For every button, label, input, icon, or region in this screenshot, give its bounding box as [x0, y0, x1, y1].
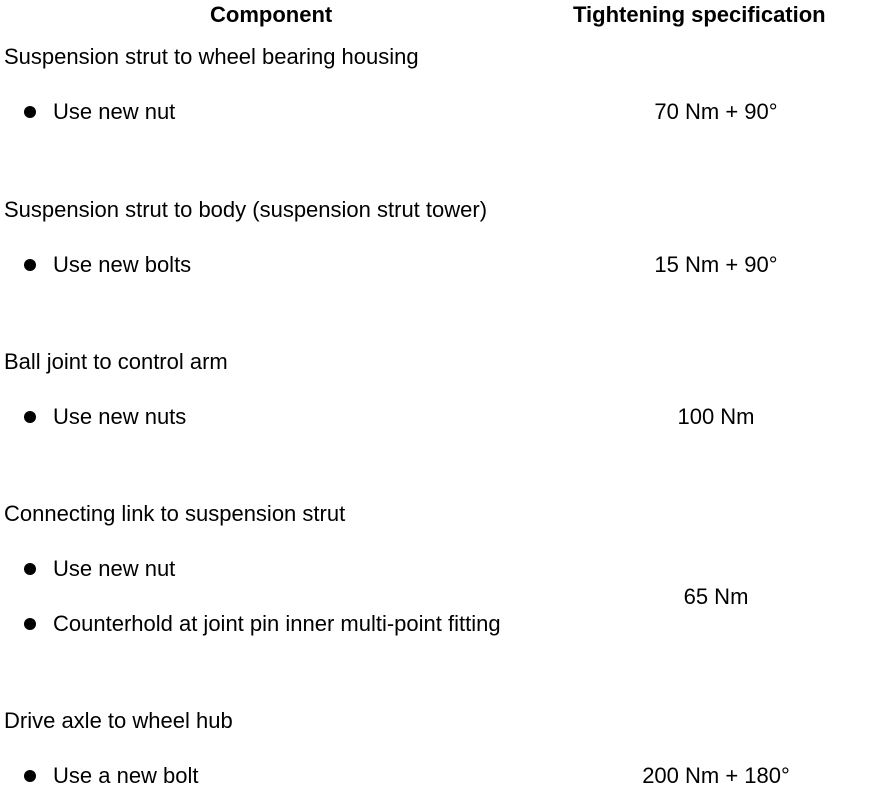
component-name: Ball joint to control arm: [4, 349, 228, 374]
note-text: Use new nut: [53, 556, 176, 581]
bullet-icon: [24, 770, 36, 782]
component-name: Drive axle to wheel hub: [4, 708, 233, 733]
component-name: Suspension strut to wheel bearing housing: [4, 44, 419, 69]
column-header-spec: Tightening specification: [573, 2, 826, 27]
bullet-icon: [24, 563, 36, 575]
note-text: Use new nut: [53, 99, 176, 124]
bullet-icon: [24, 618, 36, 630]
bullet-icon: [24, 106, 36, 118]
spec-value: 200 Nm + 180°: [642, 763, 790, 788]
note-text: Use a new bolt: [53, 763, 199, 788]
spec-value: 100 Nm: [677, 404, 755, 429]
bullet-icon: [24, 259, 36, 271]
component-name: Connecting link to suspension strut: [4, 501, 346, 526]
note-text: Use new nuts: [53, 404, 187, 429]
spec-value: 65 Nm: [683, 584, 749, 609]
column-header-component: Component: [210, 2, 333, 27]
note-text: Counterhold at joint pin inner multi-point fitting: [53, 611, 501, 636]
note-text: Use new bolts: [53, 252, 192, 277]
spec-value: 15 Nm + 90°: [654, 252, 778, 277]
component-name: Suspension strut to body (suspension strut tower): [4, 197, 488, 222]
spec-value: 70 Nm + 90°: [654, 99, 778, 124]
bullet-icon: [24, 411, 36, 423]
